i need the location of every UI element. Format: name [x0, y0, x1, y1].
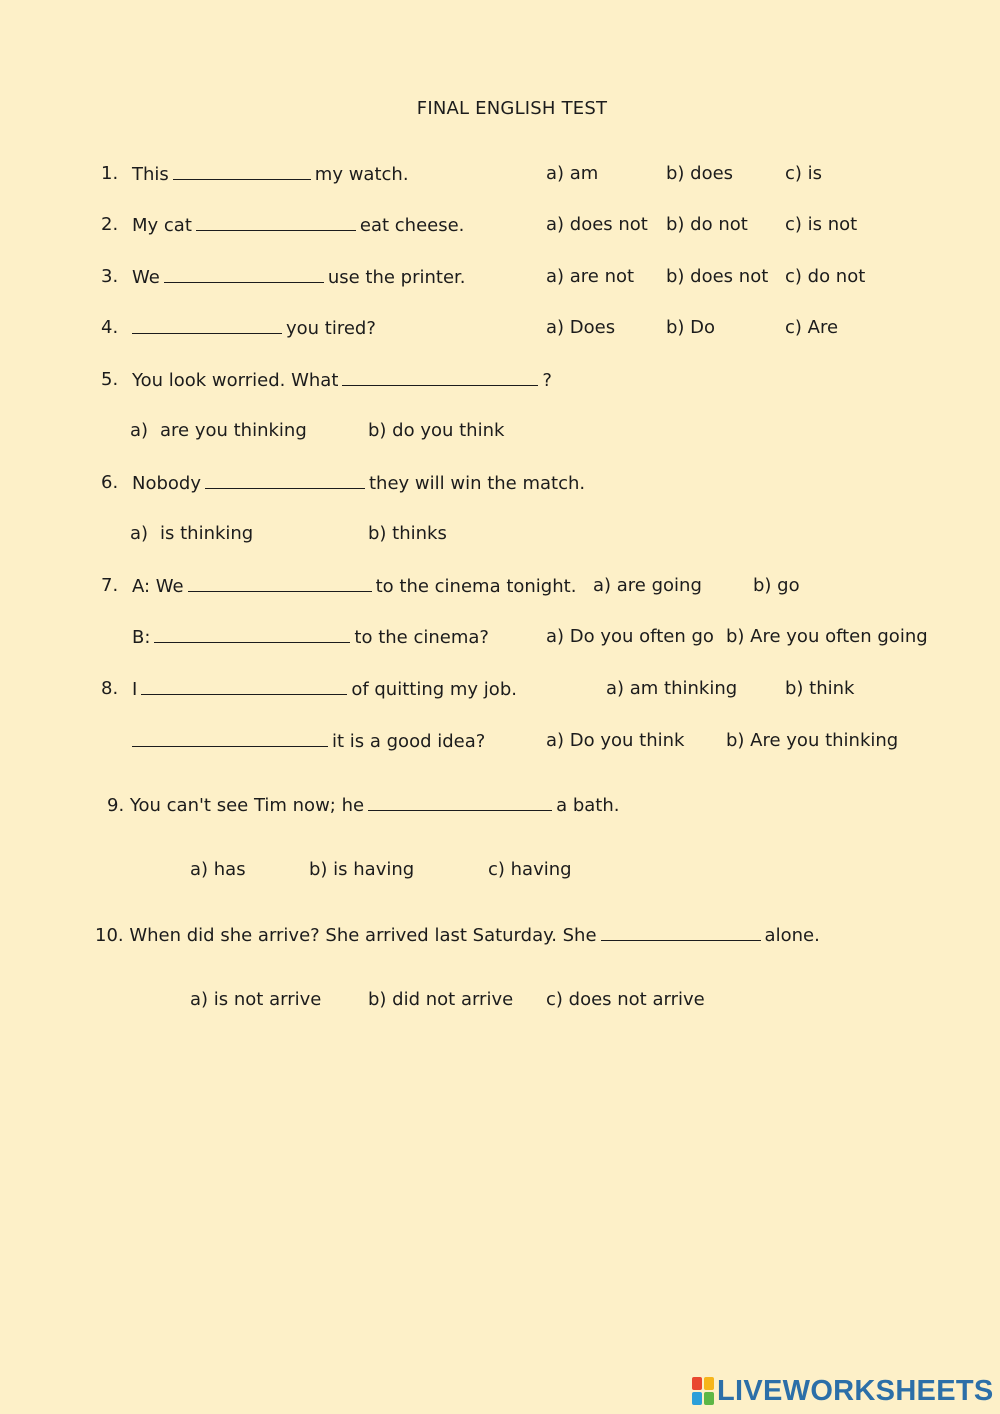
option-b[interactable]: b) think [785, 678, 855, 699]
brand-name: LIVEWORKSHEETS [717, 1374, 994, 1407]
question-number: 1. [101, 163, 119, 184]
option-a-line-2[interactable]: a) Do you often go [546, 626, 714, 647]
option-a[interactable]: a) am [546, 163, 599, 184]
question-number: 2. [101, 214, 119, 235]
option-b[interactable]: b) thinks [368, 523, 447, 544]
question-number: 3. [101, 266, 119, 287]
answer-blank[interactable] [368, 794, 552, 811]
option-a[interactable]: a) is not arrive [190, 989, 322, 1010]
option-c[interactable]: c) is not [785, 214, 858, 235]
option-c[interactable]: c) having [488, 859, 572, 880]
answer-blank[interactable] [132, 730, 328, 747]
option-a[interactable]: a) does not [546, 214, 648, 235]
option-b[interactable]: b) do you think [368, 420, 505, 441]
answer-blank[interactable] [342, 369, 538, 386]
answer-blank[interactable] [601, 924, 761, 941]
option-b[interactable]: b) is having [309, 859, 415, 880]
answer-blank[interactable] [154, 626, 350, 643]
option-b[interactable]: b) did not arrive [368, 989, 514, 1010]
answer-blank[interactable] [188, 575, 372, 592]
option-b[interactable]: b) go [753, 575, 800, 596]
answer-blank[interactable] [164, 266, 324, 283]
question-text: This my watch. [132, 164, 409, 185]
option-c[interactable]: c) does not arrive [546, 989, 705, 1010]
option-b[interactable]: b) Do [666, 317, 716, 338]
question-number: 4. [101, 317, 119, 338]
liveworksheets-logo-icon [692, 1377, 714, 1405]
question-text: you tired? [128, 317, 376, 340]
option-a[interactable]: a) has [190, 859, 246, 880]
answer-blank[interactable] [196, 214, 356, 231]
option-c[interactable]: c) Are [785, 317, 839, 338]
option-a-letter: a) [130, 523, 149, 544]
option-a[interactable]: a) am thinking [606, 678, 738, 699]
answer-blank[interactable] [173, 163, 311, 180]
question-text: We use the printer. [132, 267, 466, 288]
option-c[interactable]: c) do not [785, 266, 866, 287]
question-text-line-2: it is a good idea? [128, 730, 485, 753]
question-number: 5. [101, 369, 119, 390]
option-a[interactable]: a) Does [546, 317, 616, 338]
question-text: My cat eat cheese. [132, 215, 465, 236]
option-a[interactable]: a) are going [593, 575, 702, 596]
question-text: 10. When did she arrive? She arrived last Saturday. She alone. [95, 925, 820, 946]
question-number: 8. [101, 678, 119, 699]
option-a[interactable]: are you thinking [160, 420, 307, 441]
question-text: I of quitting my job. [132, 679, 517, 700]
question-text: Nobody they will win the match. [132, 473, 586, 494]
option-b[interactable]: b) does not [666, 266, 769, 287]
answer-blank[interactable] [205, 472, 365, 489]
question-number: 6. [101, 472, 119, 493]
option-c[interactable]: c) is [785, 163, 823, 184]
option-b[interactable]: b) does [666, 163, 734, 184]
page-title: FINAL ENGLISH TEST [416, 98, 608, 119]
question-text: You look worried. What ? [132, 370, 552, 391]
question-number: 7. [101, 575, 119, 596]
option-a[interactable]: is thinking [160, 523, 254, 544]
option-a-letter: a) [130, 420, 149, 441]
option-b-line-2[interactable]: b) Are you often going [726, 626, 928, 647]
option-b-line-2[interactable]: b) Are you thinking [726, 730, 899, 751]
liveworksheets-logo[interactable] [692, 1374, 994, 1408]
answer-blank[interactable] [132, 317, 282, 334]
option-a[interactable]: a) are not [546, 266, 635, 287]
question-text-line-2: B: to the cinema? [132, 627, 489, 648]
question-text: 9. You can't see Tim now; he a bath. [107, 795, 620, 816]
option-a-line-2[interactable]: a) Do you think [546, 730, 685, 751]
question-text: A: We to the cinema tonight. [132, 576, 577, 597]
answer-blank[interactable] [141, 678, 347, 695]
option-b[interactable]: b) do not [666, 214, 748, 235]
